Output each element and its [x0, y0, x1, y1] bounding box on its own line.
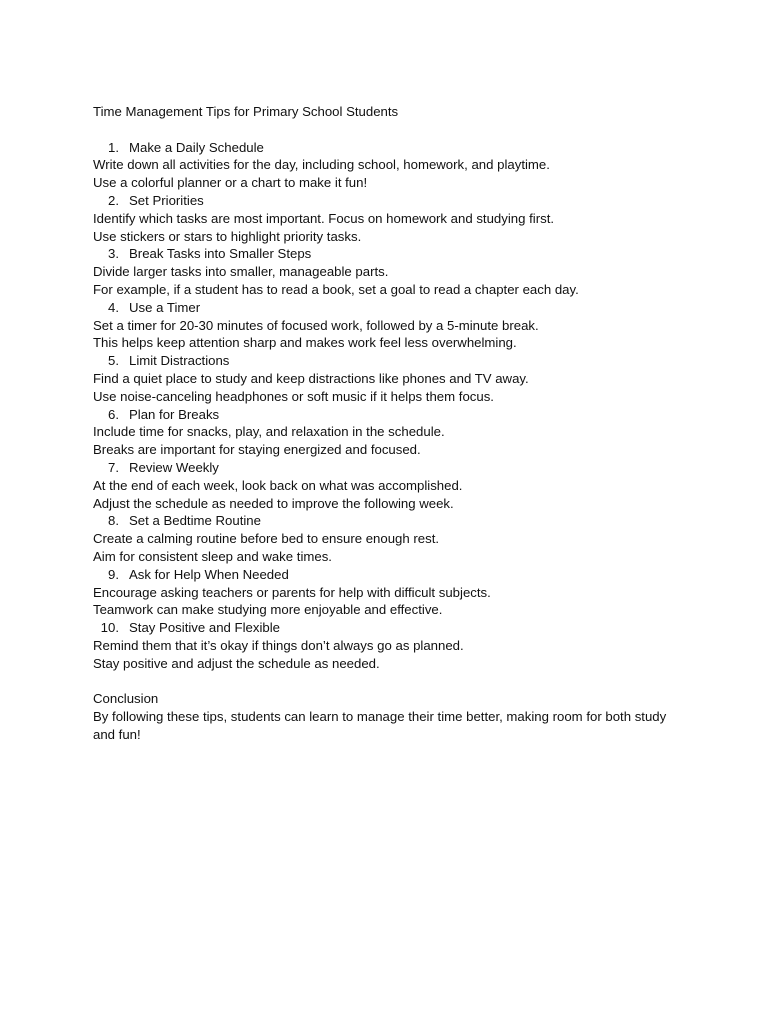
document-title: Time Management Tips for Primary School Students	[93, 104, 399, 119]
tip-item	[93, 512, 713, 565]
tip-number: 10.	[100, 620, 119, 636]
tip-line: Teamwork can make studying more enjoyable and effective.	[93, 602, 443, 618]
conclusion-heading: Conclusion	[93, 691, 159, 707]
tip-heading-text: Set Priorities	[129, 192, 204, 208]
tip-line: Use stickers or stars to highlight priority tasks.	[93, 228, 362, 244]
tip-heading	[93, 406, 713, 424]
tip-item	[93, 459, 713, 512]
conclusion-section	[93, 690, 713, 743]
tip-item	[93, 406, 713, 459]
tip-heading	[93, 245, 713, 263]
tip-number: 8.	[108, 513, 119, 529]
tip-line: Set a timer for 20-30 minutes of focused work, followed by a 5-minute break.	[93, 317, 539, 333]
tip-heading-text: Review Weekly	[129, 459, 219, 475]
tip-heading	[93, 459, 713, 477]
tip-heading	[93, 299, 713, 317]
tip-number: 7.	[108, 459, 119, 475]
tip-heading-text: Ask for Help When Needed	[129, 566, 289, 582]
tip-heading	[93, 352, 713, 370]
tip-number: 4.	[108, 299, 119, 315]
tip-heading-text: Stay Positive and Flexible	[129, 620, 280, 636]
tip-line: For example, if a student has to read a book, set a goal to read a chapter each day.	[93, 281, 579, 297]
tip-number: 9.	[108, 566, 119, 582]
tip-line: Write down all activities for the day, including school, homework, and playtime.	[93, 157, 550, 173]
tip-heading	[93, 566, 713, 584]
tip-heading-text: Limit Distractions	[129, 353, 230, 369]
tip-heading	[93, 619, 713, 637]
tip-line: Remind them that it’s okay if things don’t always go as planned.	[93, 637, 464, 653]
tip-number: 2.	[108, 192, 119, 208]
tip-heading-text: Break Tasks into Smaller Steps	[129, 246, 312, 262]
conclusion-text: By following these tips, students can learn to manage their time better, making room for both study and fun!	[93, 709, 667, 742]
tip-heading-text: Use a Timer	[129, 299, 201, 315]
tip-number: 1.	[108, 139, 119, 155]
tip-line: This helps keep attention sharp and makes work feel less overwhelming.	[93, 335, 517, 351]
tip-item	[93, 139, 713, 192]
tip-heading	[93, 192, 713, 210]
document-body	[93, 103, 713, 744]
tip-number: 3.	[108, 246, 119, 262]
tip-item	[93, 352, 713, 405]
tip-line: Aim for consistent sleep and wake times.	[93, 548, 332, 564]
tip-number: 5.	[108, 353, 119, 369]
tip-line: Adjust the schedule as needed to improve the following week.	[93, 495, 454, 511]
tip-item	[93, 566, 713, 619]
tip-line: At the end of each week, look back on what was accomplished.	[93, 477, 463, 493]
tip-item	[93, 619, 713, 672]
tip-line: Stay positive and adjust the schedule as needed.	[93, 655, 380, 671]
tip-line: Use noise-canceling headphones or soft music if it helps them focus.	[93, 388, 494, 404]
tip-line: Use a colorful planner or a chart to make it fun!	[93, 175, 368, 191]
tip-heading-text: Set a Bedtime Routine	[129, 513, 261, 529]
tip-number: 6.	[108, 406, 119, 422]
tip-item	[93, 192, 713, 245]
tip-heading-text: Make a Daily Schedule	[129, 139, 264, 155]
tip-line: Find a quiet place to study and keep distractions like phones and TV away.	[93, 370, 529, 386]
tip-list	[93, 139, 713, 673]
tip-line: Breaks are important for staying energized and focused.	[93, 442, 421, 458]
tip-line: Identify which tasks are most important. Focus on homework and studying first.	[93, 210, 555, 226]
tip-line: Divide larger tasks into smaller, manageable parts.	[93, 264, 389, 280]
tip-heading	[93, 512, 713, 530]
tip-heading	[93, 139, 713, 157]
tip-line: Create a calming routine before bed to ensure enough rest.	[93, 531, 440, 547]
tip-line: Encourage asking teachers or parents for help with difficult subjects.	[93, 584, 491, 600]
tip-item	[93, 299, 713, 352]
tip-heading-text: Plan for Breaks	[129, 406, 220, 422]
tip-line: Include time for snacks, play, and relaxation in the schedule.	[93, 424, 445, 440]
tip-item	[93, 245, 713, 298]
